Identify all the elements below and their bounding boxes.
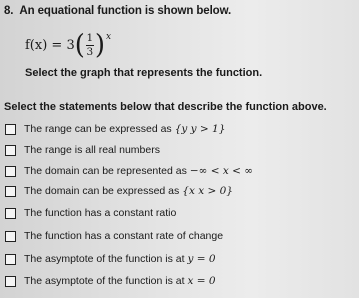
option-text: The asymptote of the function is at [24, 253, 185, 265]
checkbox[interactable] [5, 208, 16, 219]
checkbox[interactable] [5, 166, 16, 177]
question-prompt: An equational function is shown below. [19, 5, 232, 17]
graph-instruction: Select the graph that represents the function. [25, 67, 263, 79]
left-paren: ( [74, 29, 85, 61]
function-exponent: x [106, 32, 112, 42]
option-domain-positive[interactable] [5, 184, 233, 198]
checkbox[interactable] [5, 145, 16, 156]
option-text: The domain can be represented as [24, 165, 187, 177]
fraction-denominator: 3 [86, 45, 94, 58]
option-text: The range is all real numbers [24, 144, 160, 156]
function-name: f(x) = 3 [25, 37, 75, 53]
checkbox[interactable] [5, 276, 16, 287]
checkbox[interactable] [5, 231, 16, 242]
option-range-greater-1[interactable] [5, 122, 225, 136]
option-asymptote-x0[interactable] [5, 274, 216, 288]
checkbox[interactable] [5, 254, 16, 265]
checkbox[interactable] [5, 186, 16, 197]
checkbox[interactable] [5, 124, 16, 135]
option-text: The asymptote of the function is at [24, 275, 185, 287]
option-constant-ratio[interactable] [5, 206, 179, 220]
option-asymptote-y0[interactable] [5, 252, 216, 266]
option-text: The domain can be expressed as [24, 185, 180, 197]
fraction-numerator: 1 [86, 32, 94, 44]
option-constant-rate[interactable] [5, 229, 226, 243]
option-math: {y y > 1} [174, 123, 226, 135]
option-math: {x x > 0} [182, 185, 233, 197]
option-text: The range can be expressed as [24, 123, 172, 135]
function-expression [25, 28, 111, 62]
option-math: −∞ < x < ∞ [189, 165, 254, 177]
question-number: 8. [4, 5, 14, 17]
option-text: The function has a constant ratio [24, 207, 177, 219]
statements-prompt: Select the statements below that describe the function above. [4, 101, 327, 113]
option-math: y = 0 [187, 253, 216, 265]
right-paren: ) [94, 29, 106, 61]
option-math: x = 0 [187, 275, 216, 287]
question-header [4, 5, 231, 17]
option-text: The function has a constant rate of change [24, 230, 224, 242]
option-domain-all-reals[interactable] [5, 164, 253, 178]
base-fraction [86, 33, 94, 57]
option-range-all-reals[interactable] [5, 143, 163, 157]
